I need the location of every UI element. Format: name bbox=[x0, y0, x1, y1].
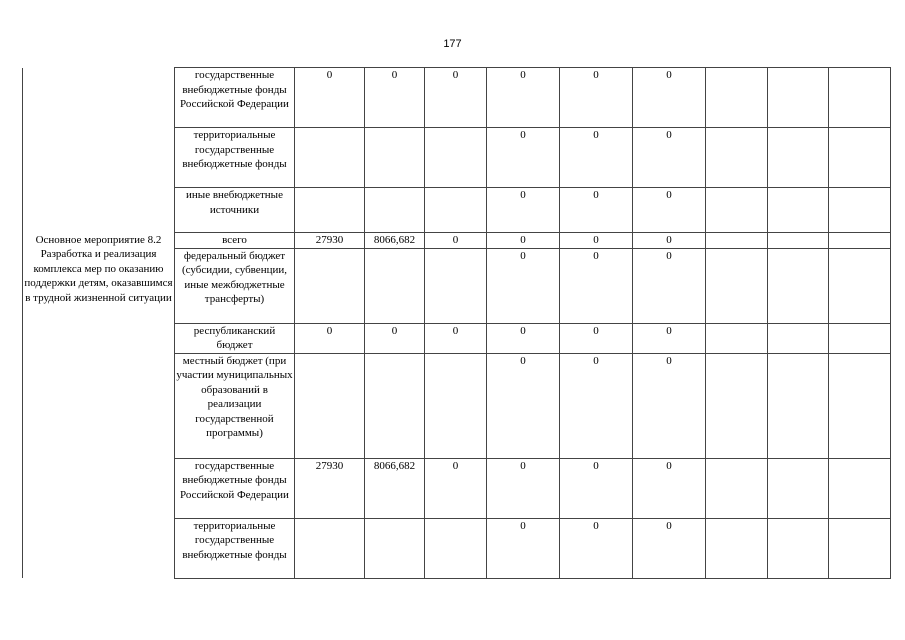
value-cell bbox=[829, 248, 891, 323]
value-cell bbox=[829, 458, 891, 518]
measure-cell-continued bbox=[23, 68, 175, 233]
value-cell bbox=[365, 518, 425, 578]
value-cell bbox=[365, 353, 425, 458]
value-cell: 27930 bbox=[295, 458, 365, 518]
value-cell bbox=[295, 353, 365, 458]
value-cell: 0 bbox=[560, 353, 633, 458]
funding-source-cell: государственные внебюджетные фонды Российской Федерации bbox=[175, 458, 295, 518]
funding-source-cell: федеральный бюджет (субсидии, субвенции, иные межбюджетные трансферты) bbox=[175, 248, 295, 323]
value-cell: 0 bbox=[487, 128, 560, 188]
value-cell bbox=[768, 323, 829, 353]
value-cell: 0 bbox=[633, 188, 706, 233]
value-cell: 0 bbox=[633, 458, 706, 518]
value-cell: 8066,682 bbox=[365, 233, 425, 249]
value-cell: 0 bbox=[425, 458, 487, 518]
value-cell bbox=[829, 233, 891, 249]
value-cell: 0 bbox=[560, 68, 633, 128]
value-cell: 0 bbox=[487, 323, 560, 353]
value-cell: 0 bbox=[295, 68, 365, 128]
value-cell bbox=[829, 128, 891, 188]
funding-source-cell: всего bbox=[175, 233, 295, 249]
value-cell: 0 bbox=[633, 323, 706, 353]
funding-source-cell: государственные внебюджетные фонды Российской Федерации bbox=[175, 68, 295, 128]
value-cell bbox=[829, 68, 891, 128]
value-cell: 0 bbox=[487, 233, 560, 249]
value-cell bbox=[706, 458, 768, 518]
value-cell bbox=[706, 128, 768, 188]
value-cell bbox=[425, 128, 487, 188]
value-cell: 0 bbox=[560, 458, 633, 518]
value-cell: 0 bbox=[425, 233, 487, 249]
value-cell: 0 bbox=[560, 128, 633, 188]
value-cell bbox=[706, 68, 768, 128]
value-cell bbox=[425, 188, 487, 233]
value-cell: 0 bbox=[425, 323, 487, 353]
page-number: 177 bbox=[443, 38, 462, 50]
value-cell: 0 bbox=[560, 518, 633, 578]
value-cell bbox=[295, 518, 365, 578]
value-cell: 0 bbox=[487, 188, 560, 233]
value-cell bbox=[706, 323, 768, 353]
value-cell: 0 bbox=[487, 518, 560, 578]
budget-table bbox=[22, 67, 891, 579]
value-cell: 0 bbox=[560, 248, 633, 323]
value-cell bbox=[425, 353, 487, 458]
value-cell bbox=[768, 188, 829, 233]
value-cell bbox=[768, 128, 829, 188]
funding-source-cell: территориальные государственные внебюджетные фонды bbox=[175, 128, 295, 188]
value-cell: 0 bbox=[295, 323, 365, 353]
value-cell: 0 bbox=[487, 68, 560, 128]
value-cell bbox=[295, 248, 365, 323]
value-cell bbox=[829, 188, 891, 233]
value-cell: 0 bbox=[487, 458, 560, 518]
value-cell: 27930 bbox=[295, 233, 365, 249]
measure-title-cell: Основное мероприятие 8.2 Разработка и реализация комплекса мер по оказанию поддержки детям, оказавшимся в трудной жизненной ситуации bbox=[23, 233, 175, 579]
value-cell bbox=[706, 353, 768, 458]
value-cell bbox=[295, 128, 365, 188]
value-cell bbox=[829, 323, 891, 353]
value-cell: 0 bbox=[633, 128, 706, 188]
value-cell bbox=[425, 248, 487, 323]
value-cell: 0 bbox=[560, 188, 633, 233]
value-cell bbox=[768, 68, 829, 128]
funding-source-cell: иные внебюджетные источники bbox=[175, 188, 295, 233]
value-cell bbox=[425, 518, 487, 578]
value-cell bbox=[706, 233, 768, 249]
value-cell: 0 bbox=[365, 323, 425, 353]
value-cell bbox=[768, 353, 829, 458]
value-cell bbox=[829, 518, 891, 578]
value-cell bbox=[295, 188, 365, 233]
value-cell: 0 bbox=[560, 233, 633, 249]
value-cell bbox=[706, 188, 768, 233]
funding-source-cell: территориальные государственные внебюджетные фонды bbox=[175, 518, 295, 578]
value-cell bbox=[829, 353, 891, 458]
value-cell: 0 bbox=[487, 248, 560, 323]
value-cell bbox=[768, 518, 829, 578]
value-cell: 0 bbox=[487, 353, 560, 458]
value-cell bbox=[365, 188, 425, 233]
funding-source-cell: местный бюджет (при участии муниципальных образований в реализации государственной программы) bbox=[175, 353, 295, 458]
table-row bbox=[23, 233, 891, 249]
value-cell: 0 bbox=[633, 518, 706, 578]
value-cell: 0 bbox=[633, 68, 706, 128]
value-cell bbox=[768, 233, 829, 249]
value-cell: 0 bbox=[365, 68, 425, 128]
table-row bbox=[23, 68, 891, 128]
funding-source-cell: республиканский бюджет bbox=[175, 323, 295, 353]
value-cell bbox=[706, 248, 768, 323]
value-cell bbox=[768, 248, 829, 323]
value-cell bbox=[706, 518, 768, 578]
value-cell: 0 bbox=[633, 248, 706, 323]
value-cell bbox=[365, 248, 425, 323]
value-cell bbox=[768, 458, 829, 518]
value-cell: 0 bbox=[633, 353, 706, 458]
value-cell: 8066,682 bbox=[365, 458, 425, 518]
value-cell: 0 bbox=[425, 68, 487, 128]
value-cell: 0 bbox=[633, 233, 706, 249]
value-cell: 0 bbox=[560, 323, 633, 353]
value-cell bbox=[365, 128, 425, 188]
